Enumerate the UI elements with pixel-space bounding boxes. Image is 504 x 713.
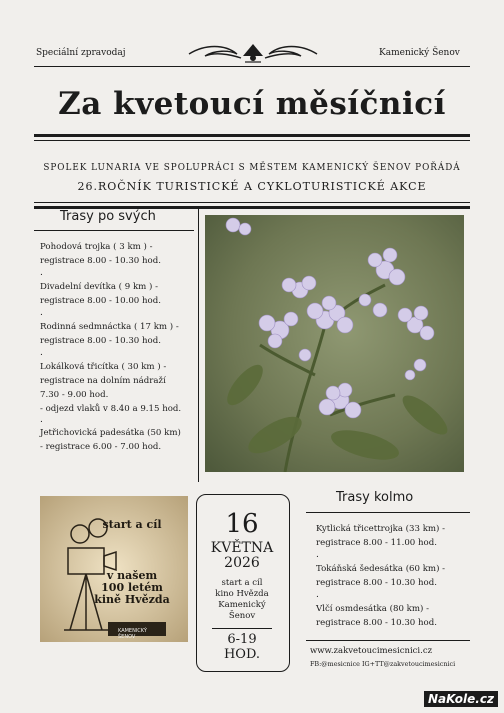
top-rule bbox=[34, 66, 470, 67]
route-registration: - registrace 6.00 - 7.00 hod. bbox=[40, 442, 162, 452]
title-rule-thick bbox=[34, 134, 470, 137]
cycling-route-3 bbox=[316, 602, 476, 630]
date-hours: 6-19 bbox=[227, 632, 257, 647]
route-name: Lokálková třicítka ( 30 km ) - bbox=[40, 362, 167, 372]
logo-line: ŠENOV bbox=[118, 634, 136, 640]
date-day: 16 bbox=[225, 509, 259, 539]
separator-dot: . bbox=[40, 415, 43, 425]
cycling-heading: Trasy kolmo bbox=[336, 490, 414, 505]
route-registration: registrace 8.00 - 10.30 hod. bbox=[316, 578, 437, 588]
venue-line: Šenov bbox=[228, 611, 256, 621]
header-right-label: Kamenický Šenov bbox=[379, 48, 460, 58]
subtitle-organizer: SPOLEK LUNARIA VE SPOLUPRÁCI S MĚSTEM KAMENICKÝ ŠENOV POŘÁDÁ bbox=[43, 163, 461, 173]
hiking-heading-rule bbox=[34, 230, 194, 231]
section-rule-thin bbox=[34, 202, 470, 203]
cinema-caption-line: kině Hvězda bbox=[94, 593, 170, 606]
footer-rule bbox=[306, 640, 470, 641]
lunaria-flower-photo bbox=[205, 215, 464, 472]
hiking-route-5 bbox=[40, 426, 200, 454]
ornament-icon bbox=[185, 40, 321, 68]
cycling-route-2 bbox=[316, 562, 476, 590]
cycling-route-1 bbox=[316, 522, 476, 550]
nakole-watermark: NaKole.cz bbox=[424, 691, 498, 707]
route-name: Jetřichovická padesátka (50 km) bbox=[40, 428, 181, 438]
separator-dot: . bbox=[40, 348, 43, 358]
column-divider bbox=[198, 208, 199, 482]
logo-line: KAMENICKÝ bbox=[118, 628, 147, 634]
hiking-route-2 bbox=[40, 280, 200, 308]
cinema-caption bbox=[92, 570, 172, 606]
venue-line: Kamenický bbox=[218, 600, 266, 610]
header-left-label: Speciální zpravodaj bbox=[36, 48, 126, 58]
cinema-start-label: start a cíl bbox=[102, 518, 162, 531]
route-registration: registrace 8.00 - 10.00 hod. bbox=[40, 296, 161, 306]
separator-dot: . bbox=[316, 550, 319, 560]
route-name: Divadelní devítka ( 9 km ) - bbox=[40, 282, 159, 292]
separator-dot: . bbox=[40, 308, 43, 318]
cycling-heading-rule bbox=[306, 512, 470, 513]
venue-line: kino Hvězda bbox=[215, 589, 269, 599]
date-month: KVĚTNA bbox=[210, 540, 274, 556]
kamenicky-senov-logo bbox=[118, 628, 147, 640]
cinema-caption-line: v našem bbox=[106, 569, 158, 582]
date-venue bbox=[198, 578, 286, 622]
separator-dot: . bbox=[316, 590, 319, 600]
route-registration: registrace 8.00 - 10.30 hod. bbox=[40, 336, 161, 346]
title-rule-thin bbox=[34, 140, 470, 141]
route-registration: registrace na dolním nádraží bbox=[40, 376, 166, 386]
cinema-caption-line: 100 letém bbox=[101, 581, 163, 594]
separator-dot: . bbox=[40, 268, 43, 278]
hiking-route-1 bbox=[40, 240, 200, 268]
route-registration: registrace 8.00 - 10.30 hod. bbox=[40, 256, 161, 266]
date-hours-unit: HOD. bbox=[223, 647, 261, 662]
date-divider bbox=[212, 628, 272, 629]
route-name: Rodinná sedmnáctka ( 17 km ) - bbox=[40, 322, 179, 332]
page-title: Za kvetoucí měsíčnicí bbox=[58, 86, 446, 122]
route-name: Kytlická třicettrojka (33 km) - bbox=[316, 524, 446, 534]
hiking-route-3 bbox=[40, 320, 200, 348]
route-name: Pohodová trojka ( 3 km ) - bbox=[40, 242, 153, 252]
route-train-departure: - odjezd vlaků v 8.40 a 9.15 hod. bbox=[40, 404, 182, 414]
subtitle-event: 26.ROČNÍK TURISTICKÉ A CYKLOTURISTICKÉ AKCE bbox=[77, 180, 427, 193]
route-name: Tokáňská šedesátka (60 km) - bbox=[316, 564, 446, 574]
social-handles: FB:@mesicnice IG+TT@zakvetoucimesicnici bbox=[310, 660, 456, 668]
hiking-route-4 bbox=[40, 360, 200, 416]
route-registration-time: 7.30 - 9.00 hod. bbox=[40, 390, 109, 400]
venue-line: start a cíl bbox=[221, 578, 263, 588]
route-name: Vlčí osmdesátka (80 km) - bbox=[316, 604, 429, 614]
route-registration: registrace 8.00 - 10.30 hod. bbox=[316, 618, 437, 628]
website-link[interactable]: www.zakvetoucimesicnici.cz bbox=[310, 646, 433, 656]
hiking-heading: Trasy po svých bbox=[60, 209, 156, 224]
date-year: 2026 bbox=[224, 555, 260, 571]
route-registration: registrace 8.00 - 11.00 hod. bbox=[316, 538, 437, 548]
